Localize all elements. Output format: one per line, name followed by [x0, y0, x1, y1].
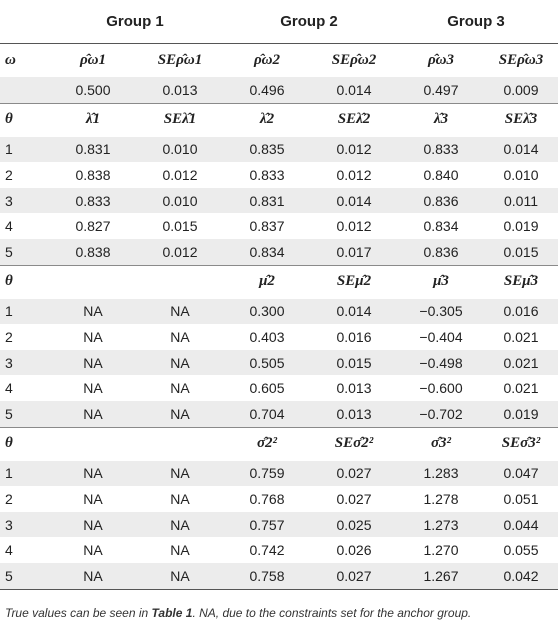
table-row: [0, 213, 558, 239]
table-cell: NA: [83, 328, 103, 345]
table-cell: 0.757: [249, 516, 285, 533]
header-cell: σ̂2²: [256, 435, 278, 452]
header-cell: ρ̂ω1: [79, 51, 107, 68]
table-row: [0, 137, 558, 163]
table-row: [0, 375, 558, 401]
table-cell: 0.042: [503, 567, 539, 584]
table-cell: −0.600: [419, 380, 463, 397]
table-row: [0, 486, 558, 512]
table-cell: 0.704: [249, 405, 285, 422]
table-cell: 0.831: [75, 141, 111, 158]
header-cell: SEρ̂ω3: [498, 51, 544, 68]
table-cell: 0.014: [336, 192, 372, 209]
table-cell: 0.836: [423, 243, 459, 260]
table-cell: 0.025: [336, 516, 372, 533]
table-row: [0, 401, 558, 427]
table-cell: 0.838: [75, 166, 111, 183]
header-cell: SEρ̂ω1: [157, 51, 203, 68]
table-cell: 0.012: [162, 243, 198, 260]
header-cell: ρ̂ω3: [427, 51, 455, 68]
header-cell: SEσ̂2²: [334, 435, 374, 452]
table-row: [0, 537, 558, 563]
table-cell: NA: [83, 303, 103, 320]
table-cell: 0.055: [503, 542, 539, 559]
table-cell: 0.014: [336, 303, 372, 320]
table-cell: 0.012: [336, 218, 372, 235]
table-cell: 0.831: [249, 192, 285, 209]
table-cell: 0.836: [423, 192, 459, 209]
table-cell: 0.012: [336, 166, 372, 183]
table-cell: 0.011: [504, 192, 538, 209]
table-row: [0, 512, 558, 538]
table-cell: 0.012: [336, 141, 372, 158]
table-cell: 1: [5, 141, 13, 158]
table-cell: NA: [170, 303, 190, 320]
table-cell: 0.759: [249, 465, 285, 482]
table-cell: 0.403: [249, 328, 285, 345]
header-cell: SEλ̂2: [337, 111, 371, 128]
table-cell: NA: [83, 516, 103, 533]
table-cell: 4: [5, 542, 13, 559]
table-cell: 2: [5, 328, 13, 345]
header-cell: SEμ̂3: [503, 273, 539, 290]
table-cell: 0.605: [249, 380, 285, 397]
table-cell: 0.500: [75, 81, 111, 98]
table-cell: NA: [170, 328, 190, 345]
table-cell: 1.270: [423, 542, 459, 559]
header-cell: ω: [5, 51, 16, 68]
table-cell: 4: [5, 218, 13, 235]
table-cell: 0.027: [336, 465, 372, 482]
group-2-header: Group 2: [280, 13, 338, 30]
table-cell: 0.027: [336, 567, 372, 584]
section-header-row: [0, 427, 558, 461]
table-cell: 0.827: [75, 218, 111, 235]
header-cell: μ̂3: [433, 273, 449, 290]
table-cell: 0.014: [336, 81, 372, 98]
table-cell: −0.702: [419, 405, 463, 422]
header-cell: λ̂3: [433, 111, 449, 128]
table-cell: 0.012: [162, 166, 198, 183]
table-cell: 0.015: [503, 243, 539, 260]
table-row: [0, 188, 558, 214]
table-cell: 5: [5, 567, 13, 584]
header-cell: SEρ̂ω2: [331, 51, 377, 68]
section-header-row: [0, 103, 558, 137]
table-cell: NA: [83, 354, 103, 371]
table-cell: 0.016: [336, 328, 372, 345]
table-cell: 0.026: [336, 542, 372, 559]
table-cell: 0.021: [503, 328, 539, 345]
table-cell: −0.305: [419, 303, 463, 320]
table-cell: NA: [170, 354, 190, 371]
table-cell: NA: [170, 516, 190, 533]
table-cell: 0.840: [423, 166, 459, 183]
table-cell: 2: [5, 490, 13, 507]
table-cell: [5, 77, 45, 103]
section-header-row: [0, 265, 558, 299]
table-cell: NA: [170, 465, 190, 482]
table-cell: 0.015: [162, 218, 198, 235]
table-cell: 0.833: [423, 141, 459, 158]
header-cell: θ: [5, 435, 13, 452]
header-cell: θ: [5, 111, 13, 128]
table-cell: 4: [5, 380, 13, 397]
table-cell: 0.014: [503, 141, 539, 158]
table-cell: 1.267: [423, 567, 459, 584]
table-cell: 0.044: [503, 516, 539, 533]
table-cell: 0.835: [249, 141, 285, 158]
table-cell: 0.837: [249, 218, 285, 235]
table-cell: 3: [5, 192, 13, 209]
table-cell: 0.768: [249, 490, 285, 507]
table-cell: NA: [170, 542, 190, 559]
table-cell: 0.010: [162, 192, 198, 209]
table-cell: NA: [170, 380, 190, 397]
table-cell: 5: [5, 405, 13, 422]
table-cell: 0.047: [503, 465, 539, 482]
table-cell: −0.498: [419, 354, 463, 371]
header-cell: σ̂3²: [430, 435, 452, 452]
table-cell: 3: [5, 354, 13, 371]
table-cell: 0.019: [503, 218, 539, 235]
table-cell: NA: [83, 380, 103, 397]
header-cell: SEλ̂1: [163, 111, 197, 128]
header-cell: SEμ̂2: [336, 273, 372, 290]
table-cell: NA: [83, 490, 103, 507]
table-cell: 0.300: [249, 303, 285, 320]
header-cell: SEσ̂3²: [501, 435, 541, 452]
table-cell: 0.010: [162, 141, 198, 158]
table-cell: 0.015: [336, 354, 372, 371]
table-cell: 0.834: [249, 243, 285, 260]
table-cell: 1.273: [423, 516, 459, 533]
table-row: [0, 299, 558, 325]
header-cell: [48, 265, 138, 299]
table-cell: 3: [5, 516, 13, 533]
table-row: [0, 461, 558, 487]
section-header-row: [0, 43, 558, 77]
table-cell: 0.009: [503, 81, 539, 98]
table-cell: 0.017: [336, 243, 372, 260]
header-cell: [48, 427, 138, 461]
header-cell: θ: [5, 273, 13, 290]
group-1-header: Group 1: [106, 13, 164, 30]
header-cell: ρ̂ω2: [253, 51, 281, 68]
table-cell: 0.013: [336, 380, 372, 397]
table-cell: NA: [83, 542, 103, 559]
row-divider: [0, 589, 558, 590]
table-cell: 0.019: [503, 405, 539, 422]
header-cell: [138, 427, 222, 461]
table-cell: NA: [83, 567, 103, 584]
header-cell: SEλ̂3: [504, 111, 538, 128]
table-cell: 0.496: [249, 81, 285, 98]
table-cell: 1.283: [423, 465, 459, 482]
header-cell: λ̂2: [259, 111, 275, 128]
table-cell: 1.278: [423, 490, 459, 507]
table-cell: 0.021: [503, 380, 539, 397]
table-cell: 0.833: [249, 166, 285, 183]
table-row: [0, 162, 558, 188]
table-cell: 0.016: [503, 303, 539, 320]
table-cell: 1: [5, 303, 13, 320]
header-cell: λ̂1: [85, 111, 101, 128]
header-cell: [138, 265, 222, 299]
table-cell: 0.013: [162, 81, 198, 98]
table-cell: NA: [170, 490, 190, 507]
table-cell: 5: [5, 243, 13, 260]
table-footnote: True values can be seen in Table 1. NA, due to the constraints set for the anchor group.: [5, 606, 472, 620]
table-cell: 0.742: [249, 542, 285, 559]
table-cell: 0.051: [503, 490, 539, 507]
table-cell: 0.021: [503, 354, 539, 371]
table-cell: 0.027: [336, 490, 372, 507]
table-cell: 0.013: [336, 405, 372, 422]
group-header-row: [0, 0, 558, 43]
table-cell: 1: [5, 465, 13, 482]
table-row: [0, 324, 558, 350]
table-cell: 2: [5, 166, 13, 183]
table-cell: 0.838: [75, 243, 111, 260]
table-row: [0, 350, 558, 376]
table-row: [0, 563, 558, 589]
table-cell: NA: [170, 567, 190, 584]
group-3-header: Group 3: [447, 13, 505, 30]
table-row: [0, 77, 558, 103]
table-cell: 0.758: [249, 567, 285, 584]
table-cell: 0.834: [423, 218, 459, 235]
table-cell: 0.833: [75, 192, 111, 209]
table-cell: 0.010: [503, 166, 539, 183]
table-row: [0, 239, 558, 265]
table-cell: NA: [83, 465, 103, 482]
header-cell: μ̂2: [259, 273, 275, 290]
table-cell: NA: [83, 405, 103, 422]
table-cell: NA: [170, 405, 190, 422]
table-cell: 0.505: [249, 354, 285, 371]
table-cell: 0.497: [423, 81, 459, 98]
table-cell: −0.404: [419, 328, 463, 345]
